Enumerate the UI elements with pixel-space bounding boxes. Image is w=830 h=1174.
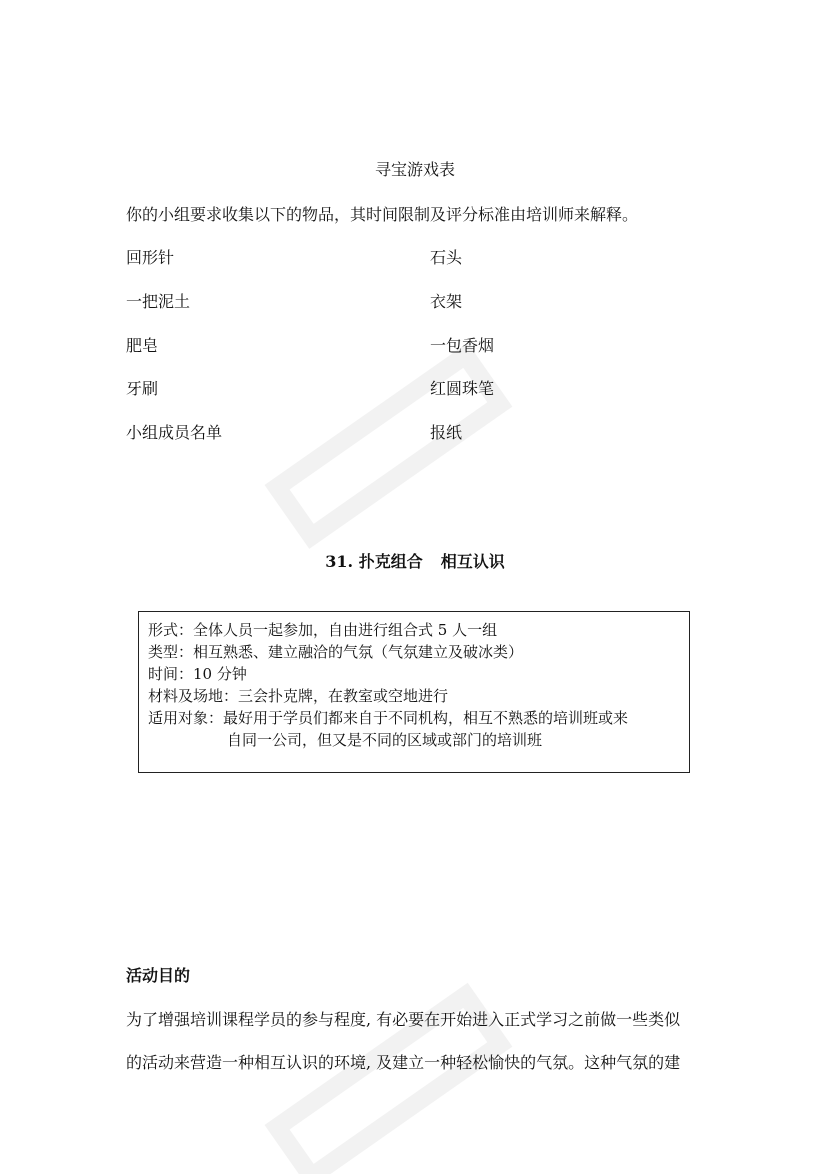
list-item: 小组成员名单 xyxy=(126,423,223,442)
list-item: 回形针 xyxy=(126,248,175,267)
list-item: 石头 xyxy=(430,248,463,267)
section-title xyxy=(0,549,830,572)
purpose-heading: 活动目的 xyxy=(126,966,191,985)
intro-text: 你的小组要求收集以下的物品，其时间限制及评分标准由培训师来解释。 xyxy=(126,205,639,224)
section-title-a: 扑克组合 xyxy=(358,552,423,571)
list-item: 报纸 xyxy=(430,423,463,442)
list-item: 一把泥土 xyxy=(126,292,191,311)
section-number: 31. xyxy=(325,552,354,571)
purpose-paragraph-line: 的活动来营造一种相互认识的环境, 及建立一种轻松愉快的气氛。这种气氛的建 xyxy=(126,1053,681,1072)
section-title-b: 相互认识 xyxy=(440,552,505,571)
list-item: 衣架 xyxy=(430,292,463,311)
info-audience: 适用对象：最好用于学员们都来自于不同机构，相互不熟悉的培训班或来 xyxy=(148,709,629,727)
list-item: 一包香烟 xyxy=(430,336,495,355)
info-materials: 材料及场地：三会扑克牌，在教室或空地进行 xyxy=(148,687,449,705)
info-audience-cont: 自同一公司，但又是不同的区域或部门的培训班 xyxy=(227,731,543,749)
list-item: 牙刷 xyxy=(126,379,159,398)
page-title: 寻宝游戏表 xyxy=(374,160,455,179)
info-form: 形式：全体人员一起参加，自由进行组合式 5 人一组 xyxy=(148,621,498,639)
purpose-paragraph-line: 为了增强培训课程学员的参与程度, 有必要在开始进入正式学习之前做一些类似 xyxy=(126,1010,681,1029)
list-item: 肥皂 xyxy=(126,336,159,355)
info-type: 类型：相互熟悉、建立融洽的气氛（气氛建立及破冰类） xyxy=(148,643,524,661)
list-item: 红圆珠笔 xyxy=(430,379,495,398)
info-time: 时间：10 分钟 xyxy=(148,665,247,683)
